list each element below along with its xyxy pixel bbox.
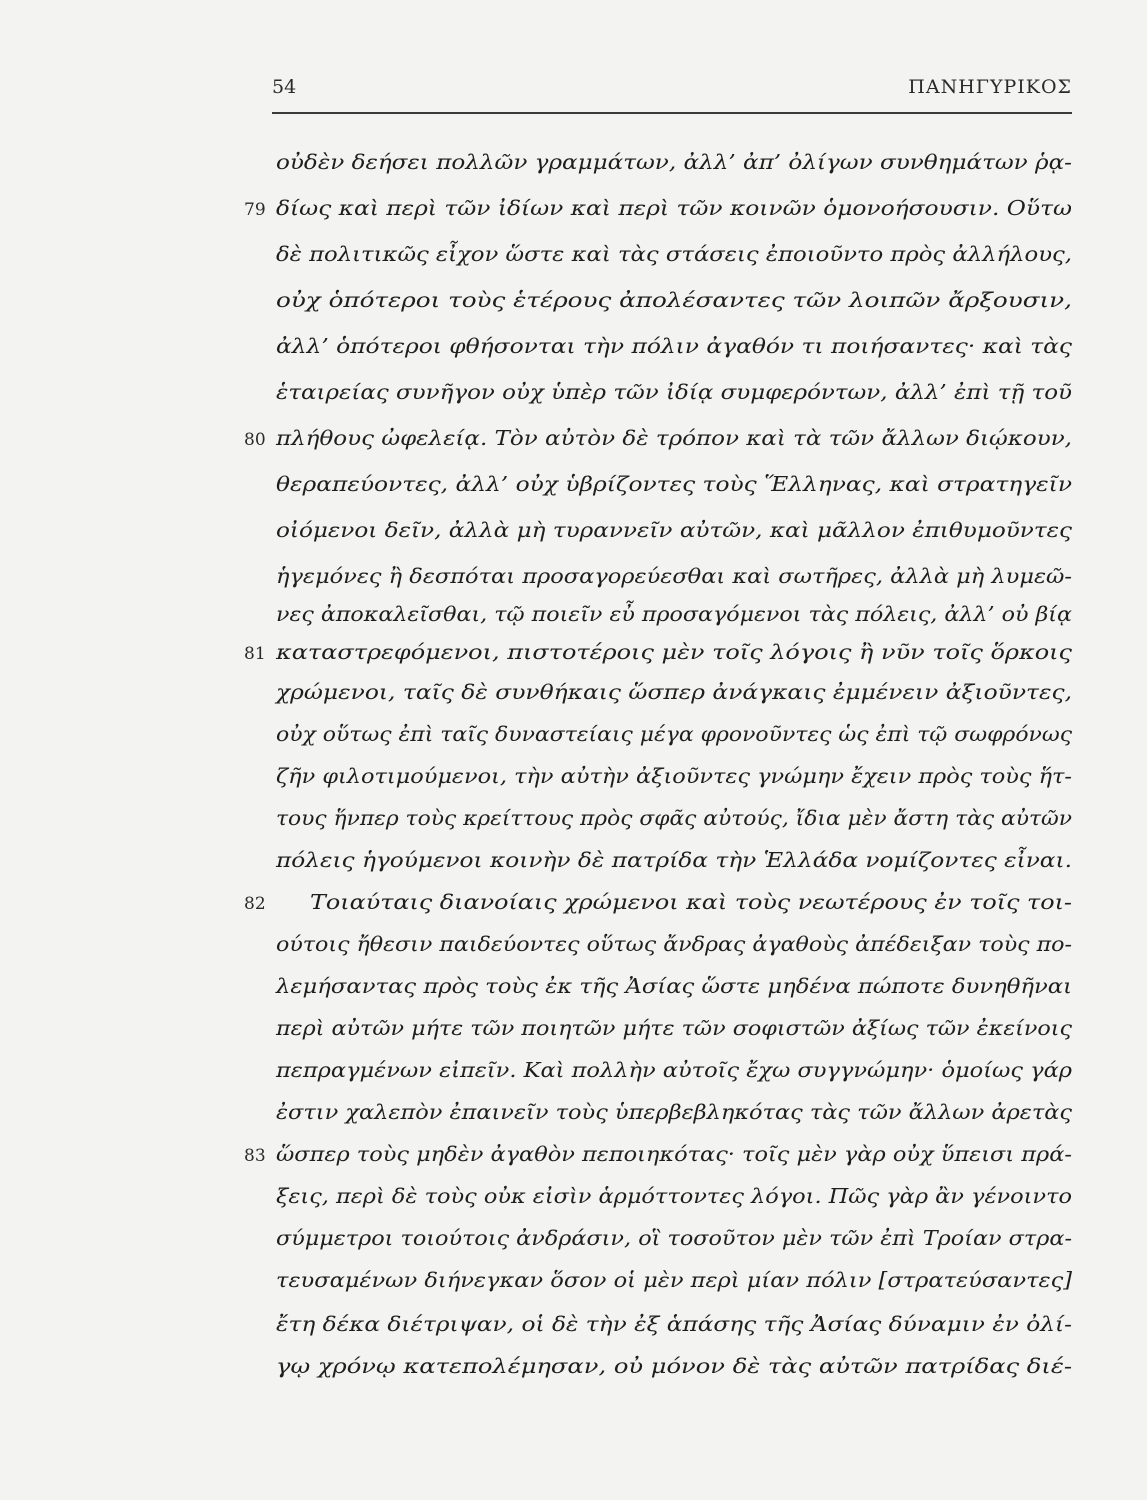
text-line: πεπραγμένων εἰπεῖν. Καὶ πολλὴν αὐτοῖς ἔχω συγγνώμην· ὁμοίως γάρ [276,1058,1072,1082]
section-number: 80 [244,430,266,450]
text-line: Τοιαύταις διανοίαις χρώμενοι καὶ τοὺς νεωτέρους ἐν τοῖς τοι- [310,890,1072,914]
text-line: ούτοις ἤθεσιν παιδεύοντες οὕτως ἄνδρας ἀγαθοὺς ἀπέδειξαν τοὺς πο- [276,932,1072,956]
text-line: γῳ χρόνῳ κατεπολέμησαν, οὐ μόνον δὲ τὰς αὐτῶν πατρίδας διέ- [276,1354,1072,1378]
section-number: 83 [244,1146,266,1166]
text-line: σύμμετροι τοιούτοις ἀνδράσιν, οἳ τοσοῦτον μὲν τῶν ἐπὶ Τροίαν στρα- [276,1226,1072,1250]
text-line: δίως καὶ περὶ τῶν ἰδίων καὶ περὶ τῶν κοινῶν ὁμονοήσουσιν. Οὕτω [276,196,1072,220]
text-line: τευσαμένων διήνεγκαν ὅσον οἱ μὲν περὶ μίαν πόλιν [στρατεύσαντες] [276,1268,1072,1292]
text-line: οὐχ οὕτως ἐπὶ ταῖς δυναστείαις μέγα φρονοῦντες ὡς ἐπὶ τῷ σωφρόνως [276,722,1072,746]
text-line: οἰόμενοι δεῖν, ἀλλὰ μὴ τυραννεῖν αὐτῶν, καὶ μᾶλλον ἐπιθυμοῦντες [276,518,1072,542]
text-line: ζῆν φιλοτιμούμενοι, τὴν αὐτὴν ἀξιοῦντες γνώμην ἔχειν πρὸς τοὺς ἥτ- [276,764,1072,788]
section-number: 82 [244,894,266,914]
page-number: 54 [272,76,297,98]
text-line: ἀλλ’ ὁπότεροι φθήσονται τὴν πόλιν ἀγαθόν τι ποιήσαντες· καὶ τὰς [276,334,1072,358]
text-line: τους ἥνπερ τοὺς κρείττους πρὸς σφᾶς αὐτούς, ἴδια μὲν ἄστη τὰς αὐτῶν [276,806,1072,830]
text-line: καταστρεφόμενοι, πιστοτέροις μὲν τοῖς λόγοις ἢ νῦν τοῖς ὅρκοις [276,640,1072,664]
running-title: ΠΑΝΗΓΥΡΙΚΟΣ [908,76,1072,98]
text-line: ἐστιν χαλεπὸν ἐπαινεῖν τοὺς ὑπερβεβληκότας τὰς τῶν ἄλλων ἀρετὰς [276,1100,1072,1124]
section-number: 81 [244,644,266,664]
text-line: ἔτη δέκα διέτριψαν, οἱ δὲ τὴν ἐξ ἁπάσης τῆς Ἀσίας δύναμιν ἐν ὀλί- [276,1312,1072,1336]
text-line: θεραπεύοντες, ἀλλ’ οὐχ ὑβρίζοντες τοὺς Ἕλληνας, καὶ στρατηγεῖν [276,472,1072,496]
section-number: 79 [244,200,266,220]
text-line: ὥσπερ τοὺς μηδὲν ἀγαθὸν πεποιηκότας· τοῖς μὲν γὰρ οὐχ ὕπεισι πρά- [276,1142,1072,1166]
text-line: δὲ πολιτικῶς εἶχον ὥστε καὶ τὰς στάσεις ἐποιοῦντο πρὸς ἀλλήλους, [276,242,1072,266]
text-line: οὐχ ὁπότεροι τοὺς ἑτέρους ἀπολέσαντες τῶν λοιπῶν ἄρξουσιν, [276,288,1072,312]
text-line: ξεις, περὶ δὲ τοὺς οὐκ εἰσὶν ἁρμόττοντες λόγοι. Πῶς γὰρ ἂν γένοιντο [276,1184,1072,1208]
text-line: πλήθους ὠφελείᾳ. Τὸν αὐτὸν δὲ τρόπον καὶ τὰ τῶν ἄλλων διῴκουν, [276,426,1072,450]
text-line: λεμήσαντας πρὸς τοὺς ἐκ τῆς Ἀσίας ὥστε μηδένα πώποτε δυνηθῆναι [276,974,1072,998]
text-line: χρώμενοι, ταῖς δὲ συνθήκαις ὥσπερ ἀνάγκαις ἐμμένειν ἀξιοῦντες, [276,680,1072,704]
text-line: πόλεις ἡγούμενοι κοινὴν δὲ πατρίδα τὴν Ἑλλάδα νομίζοντες εἶναι. [276,848,1072,872]
text-line: περὶ αὐτῶν μήτε τῶν ποιητῶν μήτε τῶν σοφιστῶν ἀξίως τῶν ἐκείνοις [276,1016,1072,1040]
text-line: οὐδὲν δεήσει πολλῶν γραμμάτων, ἀλλ’ ἀπ’ ὀλίγων συνθημάτων ῥᾳ- [276,150,1072,174]
text-line: νες ἀποκαλεῖσθαι, τῷ ποιεῖν εὖ προσαγόμενοι τὰς πόλεις, ἀλλ’ οὐ βίᾳ [276,602,1072,626]
text-line: ἡγεμόνες ἢ δεσπόται προσαγορεύεσθαι καὶ σωτῆρες, ἀλλὰ μὴ λυμεῶ- [276,564,1072,588]
text-line: ἑταιρείας συνῆγον οὐχ ὑπὲρ τῶν ἰδίᾳ συμφερόντων, ἀλλ’ ἐπὶ τῇ τοῦ [276,380,1072,404]
